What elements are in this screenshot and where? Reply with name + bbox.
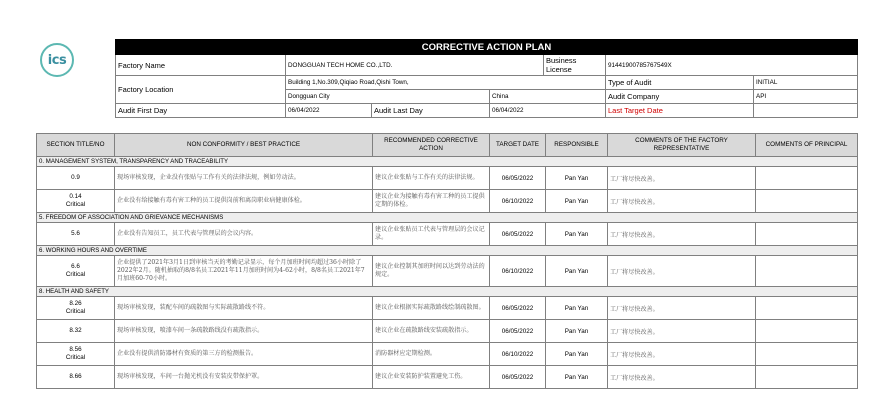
section-no: 8.26 Critical: [37, 297, 115, 320]
table-row: [37, 297, 858, 320]
section-row: [37, 157, 858, 167]
principal-comment-cell: [756, 343, 858, 366]
table-row: [37, 256, 858, 287]
responsible-cell: Pan Yan: [546, 320, 608, 343]
section-no: 0.14 Critical: [37, 190, 115, 213]
responsible-cell: Pan Yan: [546, 366, 608, 389]
section-title: 6. WORKING HOURS AND OVERTIME: [37, 246, 858, 256]
principal-comment-cell: [756, 190, 858, 213]
target-date-cell: 06/10/2022: [490, 343, 546, 366]
target-date-cell: 06/10/2022: [490, 190, 546, 213]
target-date-cell: 06/05/2022: [490, 320, 546, 343]
type-of-audit-value: INITIAL: [754, 76, 858, 90]
factory-comment-cell: 工厂将尽快改善。: [608, 320, 756, 343]
nonconformity-cell: 企业没有提供消防器材有资质的第三方的检测报告。: [115, 343, 373, 366]
audit-company-label: Audit Company: [606, 90, 754, 104]
recommended-cell: 建议企业根据实际疏散路线绘制疏散图。: [373, 297, 490, 320]
nonconformity-cell: 现场审核发现，企业没有张贴与工作有关的法律法规，例如劳动法。: [115, 167, 373, 190]
section-row: [37, 213, 858, 223]
responsible-cell: Pan Yan: [546, 343, 608, 366]
factory-comment-cell: 工厂将尽快改善。: [608, 366, 756, 389]
recommended-cell: 建议企业在疏散路线安装疏散指示。: [373, 320, 490, 343]
section-no: 5.6: [37, 223, 115, 246]
business-license-label: Business License: [544, 55, 606, 76]
recommended-cell: 消防器材应定期检测。: [373, 343, 490, 366]
principal-comment-cell: [756, 297, 858, 320]
factory-comment-cell: 工厂将尽快改善。: [608, 223, 756, 246]
table-row: [37, 223, 858, 246]
section-no: 0.9: [37, 167, 115, 190]
audit-last-day-value: 06/04/2022: [490, 104, 606, 118]
factory-name-label: Factory Name: [116, 55, 286, 76]
section-title: 5. FREEDOM OF ASSOCIATION AND GRIEVANCE MECHANISMS: [37, 213, 858, 223]
factory-location-label: Factory Location: [116, 76, 286, 104]
responsible-cell: Pan Yan: [546, 167, 608, 190]
col-responsible: RESPONSIBLE: [546, 134, 608, 157]
recommended-cell: 建议企业控制其加班时间以达到劳动法的规定。: [373, 256, 490, 287]
target-date-cell: 06/10/2022: [490, 256, 546, 287]
target-date-cell: 06/05/2022: [490, 366, 546, 389]
city-value: Dongguan City: [286, 90, 490, 104]
corrective-action-table: [36, 133, 858, 389]
audit-info-table: [115, 39, 858, 118]
nonconformity-cell: 企业没有给接触有毒有害工种的员工提供岗前和离岗职业病健康体检。: [115, 190, 373, 213]
audit-first-day-value: 06/04/2022: [286, 104, 372, 118]
audit-company-value: API: [754, 90, 858, 104]
country-value: China: [490, 90, 606, 104]
responsible-cell: Pan Yan: [546, 256, 608, 287]
target-date-cell: 06/05/2022: [490, 167, 546, 190]
table-row: [37, 167, 858, 190]
ics-logo: [40, 43, 74, 77]
responsible-cell: Pan Yan: [546, 297, 608, 320]
table-header-row: [37, 134, 858, 157]
col-factory-comments: COMMENTS OF THE FACTORY REPRESENTATIVE: [608, 134, 756, 157]
table-row: [37, 343, 858, 366]
section-no: 8.66: [37, 366, 115, 389]
factory-comment-cell: 工厂将尽快改善。: [608, 256, 756, 287]
factory-comment-cell: 工厂将尽快改善。: [608, 343, 756, 366]
recommended-cell: 建议企业张贴与工作有关的法律法规。: [373, 167, 490, 190]
section-no: 8.32: [37, 320, 115, 343]
principal-comment-cell: [756, 366, 858, 389]
nonconformity-cell: 企业提供了2021年3月1日到审核当天的考勤记录显示，每个月加班时间均超过36小时除了2022年2月。随机抽取的8/8名员工2021年11月加班时间为4-62小时，8/8名员工2021年7月加班60-70小时。: [115, 256, 373, 287]
section-no: 8.56 Critical: [37, 343, 115, 366]
type-of-audit-label: Type of Audit: [606, 76, 754, 90]
nonconformity-cell: 现场审核发现，喷漆车间一条疏散路线没有疏散指示。: [115, 320, 373, 343]
section-no: 6.6 Critical: [37, 256, 115, 287]
nonconformity-cell: 企业没有告知员工，员工代表与管理层的会议内容。: [115, 223, 373, 246]
table-row: [37, 366, 858, 389]
table-row: [37, 320, 858, 343]
audit-last-day-label: Audit Last Day: [372, 104, 490, 118]
principal-comment-cell: [756, 167, 858, 190]
table-row: [37, 190, 858, 213]
section-row: [37, 287, 858, 297]
principal-comment-cell: [756, 320, 858, 343]
last-target-date-label: Last Target Date: [606, 104, 754, 118]
recommended-cell: 建议企业张贴员工代表与管理层的会议记录。: [373, 223, 490, 246]
nonconformity-cell: 现场审核发现，装配车间的疏散图与实际疏散路线不符。: [115, 297, 373, 320]
principal-comment-cell: [756, 223, 858, 246]
target-date-cell: 06/05/2022: [490, 223, 546, 246]
factory-comment-cell: 工厂将尽快改善。: [608, 190, 756, 213]
principal-comment-cell: [756, 256, 858, 287]
col-recommended: RECOMMENDED CORRECTIVE ACTION: [373, 134, 490, 157]
page-title: CORRECTIVE ACTION PLAN: [116, 40, 858, 55]
nonconformity-cell: 现场审核发现，车间一台抛光机没有安装皮带保护罩。: [115, 366, 373, 389]
recommended-cell: 建议企业为接触有毒有害工种的员工提供定期的体检。: [373, 190, 490, 213]
col-principal-comments: COMMENTS OF PRINCIPAL: [756, 134, 858, 157]
col-section: SECTION TITLE/NO: [37, 134, 115, 157]
factory-comment-cell: 工厂将尽快改善。: [608, 297, 756, 320]
recommended-cell: 建议企业安装防护装置避免工伤。: [373, 366, 490, 389]
factory-comment-cell: 工厂将尽快改善。: [608, 167, 756, 190]
logo-text: ics: [47, 52, 67, 68]
col-target-date: TARGET DATE: [490, 134, 546, 157]
audit-first-day-label: Audit First Day: [116, 104, 286, 118]
responsible-cell: Pan Yan: [546, 190, 608, 213]
col-nonconformity: NON CONFORMITY / BEST PRACTICE: [115, 134, 373, 157]
responsible-cell: Pan Yan: [546, 223, 608, 246]
target-date-cell: 06/05/2022: [490, 297, 546, 320]
section-title: 0. MANAGEMENT SYSTEM, TRANSPARENCY AND TRACEABILITY: [37, 157, 858, 167]
last-target-date-value: [754, 104, 858, 118]
section-row: [37, 246, 858, 256]
section-title: 8. HEALTH AND SAFETY: [37, 287, 858, 297]
address-value: Building 1,No.309,Qiqiao Road,Qishi Town,: [286, 76, 606, 90]
factory-name-value: DONGGUAN TECH HOME CO.,LTD.: [286, 55, 544, 76]
business-license-value: 91441900785767549X: [606, 55, 858, 76]
